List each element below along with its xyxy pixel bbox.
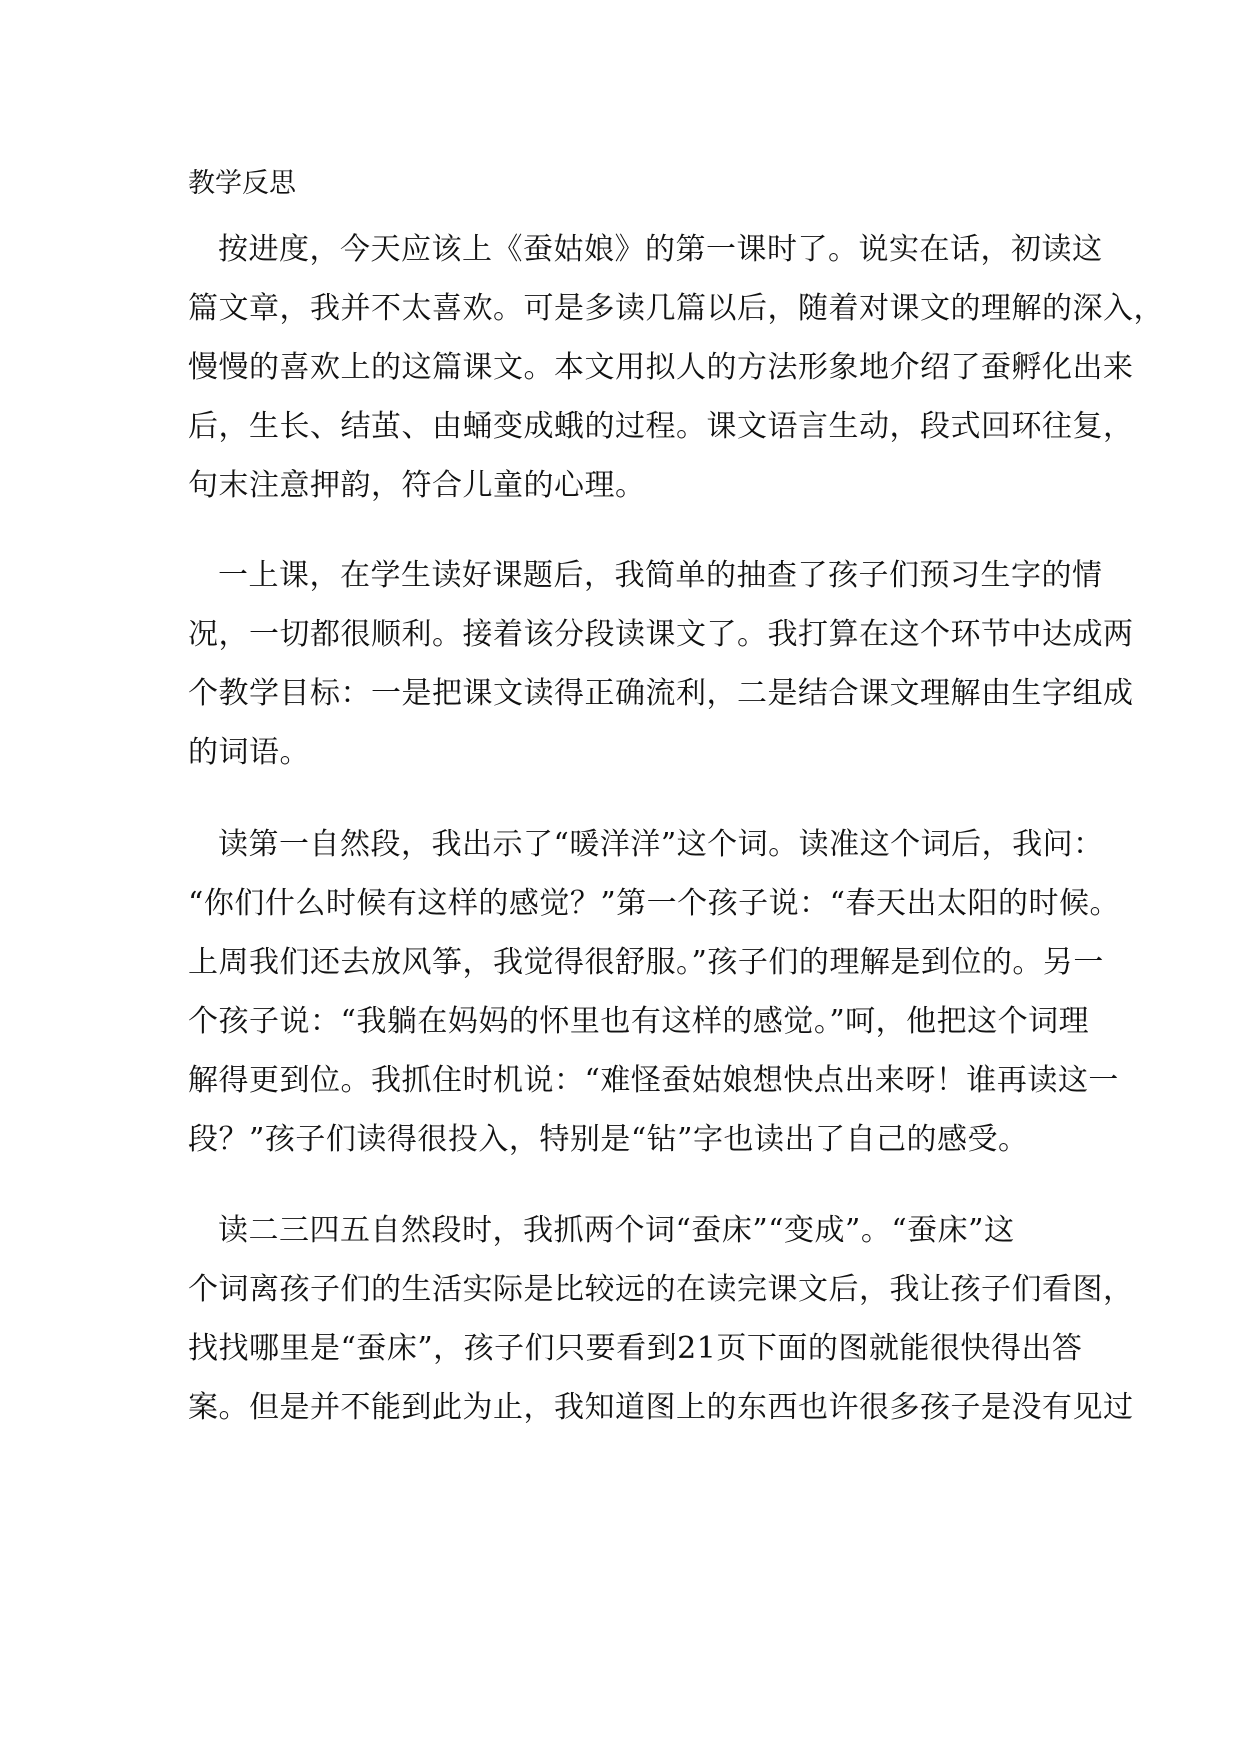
paragraph-4-line-3: 找找哪里是“蚕床”，孩子们只要看到21页下面的图就能很快得出答 (188, 1331, 1083, 1366)
paragraph-4-line-4: 案。但是并不能到此为止，我知道图上的东西也许很多孩子是没有见过 (188, 1390, 1134, 1425)
paragraph-1-line-1: 按进度，今天应该上《蚕姑娘》的第一课时了。说实在话，初读这 (218, 232, 1103, 267)
paragraph-1-line-4: 后，生长、结茧、由蛹变成蛾的过程。课文语言生动，段式回环往复， (188, 409, 1134, 444)
paragraph-3-line-2: “你们什么时候有这样的感觉？”第一个孩子说：“春天出太阳的时候。 (188, 886, 1121, 921)
paragraph-3-line-3: 上周我们还去放风筝，我觉得很舒服。”孩子们的理解是到位的。另一 (188, 945, 1104, 980)
paragraph-1-line-5: 句末注意押韵，符合儿童的心理。 (188, 468, 646, 503)
paragraph-1-line-2: 篇文章，我并不太喜欢。可是多读几篇以后，随着对课文的理解的深入， (188, 291, 1164, 326)
paragraph-3-line-5: 解得更到位。我抓住时机说：“难怪蚕姑娘想快点出来呀！谁再读这一 (188, 1063, 1119, 1098)
paragraph-1-line-3: 慢慢的喜欢上的这篇课文。本文用拟人的方法形象地介绍了蚕孵化出来 (188, 350, 1134, 385)
paragraph-2-line-3: 个教学目标：一是把课文读得正确流利，二是结合课文理解由生字组成 (188, 676, 1134, 711)
paragraph-2-line-4: 的词语。 (188, 735, 310, 770)
paragraph-4-line-2: 个词离孩子们的生活实际是比较远的在读完课文后，我让孩子们看图， (188, 1272, 1134, 1307)
page-title: 教学反思 (188, 168, 296, 199)
paragraph-2-line-1: 一上课，在学生读好课题后，我简单的抽查了孩子们预习生字的情 (218, 558, 1103, 593)
paragraph-4-line-1: 读二三四五自然段时，我抓两个词“蚕床”“变成”。“蚕床”这 (218, 1213, 1015, 1248)
paragraph-3-line-6: 段？”孩子们读得很投入，特别是“钻”字也读出了自己的感受。 (188, 1122, 1029, 1157)
paragraph-3-line-4: 个孩子说：“我躺在妈妈的怀里也有这样的感觉。”呵，他把这个词理 (188, 1004, 1090, 1039)
paragraph-3-line-1: 读第一自然段，我出示了“暖洋洋”这个词。读准这个词后，我问： (218, 827, 1104, 862)
paragraph-2-line-2: 况，一切都很顺利。接着该分段读课文了。我打算在这个环节中达成两 (188, 617, 1134, 652)
